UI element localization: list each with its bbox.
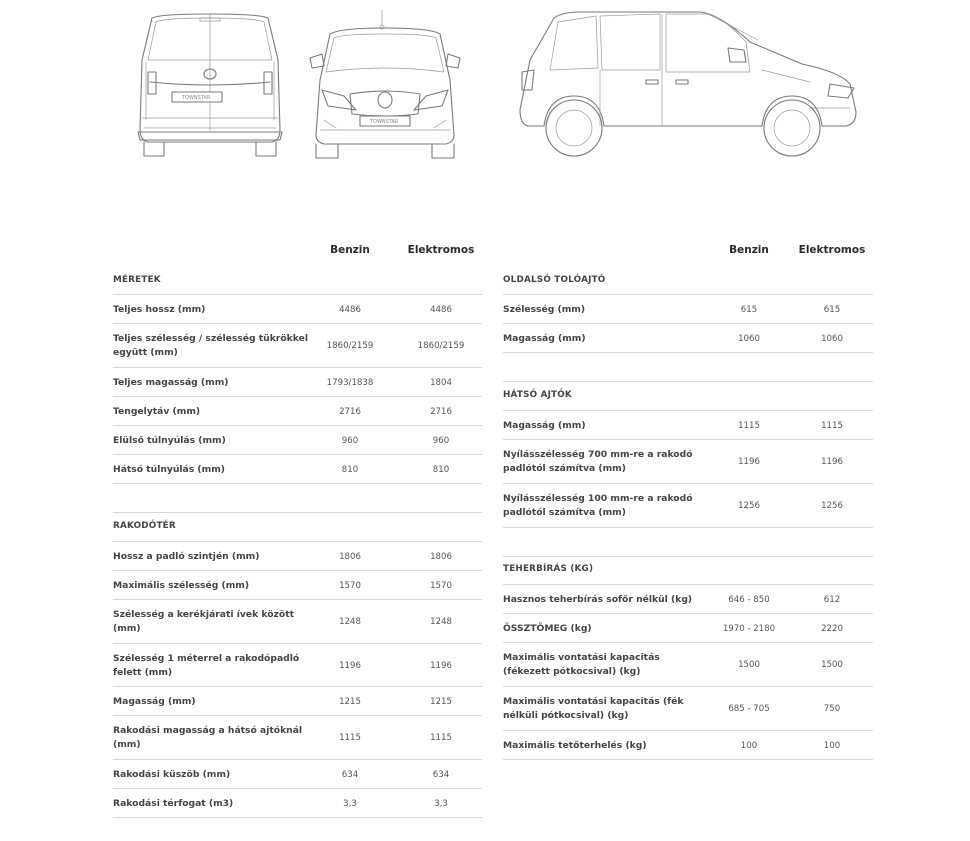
section-divider <box>113 512 482 513</box>
spec-row <box>113 541 482 571</box>
spec-row <box>503 410 873 440</box>
section-divider <box>503 352 873 353</box>
elektromos-value: 634 <box>432 769 450 780</box>
spec-row <box>503 323 873 353</box>
spec-label: Rakodási térfogat (m3) <box>113 797 234 809</box>
spec-label: Szélesség 1 méterrel a rakodópadló felett (mm) <box>113 652 300 678</box>
elektromos-value: 1196 <box>430 660 452 671</box>
section-title: TEHERBÍRÁS (KG) <box>503 564 594 574</box>
elektromos-value: 615 <box>823 304 841 315</box>
section-title: RAKODÓTÉR <box>113 521 176 531</box>
spec-row <box>113 599 482 644</box>
rear-plate-text: TOWNSTAR <box>182 95 211 101</box>
benzin-value: 1215 <box>339 696 361 707</box>
van-rear-view-icon <box>130 0 290 165</box>
benzin-value: 615 <box>740 304 758 315</box>
section-divider <box>113 817 482 818</box>
benzin-value: 1806 <box>339 551 361 562</box>
elektromos-value: 1248 <box>430 617 452 627</box>
spec-row <box>503 613 873 643</box>
benzin-value: 1570 <box>339 580 361 591</box>
elektromos-value: 2716 <box>430 406 452 417</box>
spec-label: Maximális tetőterhelés (kg) <box>503 739 647 751</box>
spec-label: Nyílásszélesség 700 mm-re a rakodó padlótól számítva (mm) <box>503 449 693 474</box>
spec-label: Szélesség (mm) <box>503 303 586 315</box>
spec-label: Teljes hossz (mm) <box>113 303 206 315</box>
spec-label: Hasznos teherbírás sofőr nélkül (kg) <box>503 593 693 605</box>
benzin-value: 1060 <box>738 333 760 344</box>
column-header-benzin: Benzin <box>330 244 370 256</box>
benzin-value: 1500 <box>738 660 760 670</box>
benzin-value: 810 <box>341 464 359 475</box>
spec-row <box>503 439 873 484</box>
spec-row <box>113 759 482 789</box>
section-divider <box>503 556 873 557</box>
spec-label: ÖSSZTÖMEG (kg) <box>503 622 592 634</box>
vehicle-drawings <box>0 0 970 180</box>
elektromos-value: 3,3 <box>434 798 448 809</box>
section-divider <box>503 527 873 528</box>
elektromos-value: 2220 <box>821 623 843 634</box>
spec-row <box>503 642 873 687</box>
spec-label: Rakodási küszöb (mm) <box>113 768 231 780</box>
benzin-value: 100 <box>740 740 758 751</box>
spec-row <box>503 584 873 614</box>
elektromos-value: 750 <box>823 704 841 714</box>
benzin-value: 960 <box>341 435 359 446</box>
elektromos-value: 1215 <box>430 696 452 707</box>
spec-label: Rakodási magasság a hátsó ajtóknál (mm) <box>113 725 303 750</box>
spec-label: Maximális szélesség (mm) <box>113 579 250 591</box>
section-divider <box>503 759 873 760</box>
spec-row <box>503 730 873 760</box>
section-title: OLDALSÓ TOLÓAJTÓ <box>503 275 606 285</box>
elektromos-value: 1196 <box>821 457 843 467</box>
benzin-value: 1115 <box>339 733 361 743</box>
elektromos-value: 1060 <box>821 333 843 344</box>
elektromos-value: 1256 <box>821 501 843 511</box>
spec-row <box>113 570 482 600</box>
column-header-benzin: Benzin <box>729 244 769 256</box>
benzin-value: 3,3 <box>343 798 357 809</box>
spec-row <box>113 454 482 484</box>
benzin-value: 646 - 850 <box>728 594 770 605</box>
spec-label: Tengelytáv (mm) <box>113 405 201 417</box>
elektromos-value: 1570 <box>430 580 452 591</box>
elektromos-value: 4486 <box>430 304 452 315</box>
spec-row <box>113 715 482 760</box>
benzin-value: 1196 <box>738 457 760 467</box>
spec-label: Elülső túlnyúlás (mm) <box>113 434 226 446</box>
spec-label: Szélesség a kerékjárati ívek között (mm) <box>113 609 294 634</box>
benzin-value: 1248 <box>339 617 361 627</box>
spec-row <box>503 294 873 324</box>
spec-row <box>503 686 873 731</box>
section-title: HÁTSÓ AJTÓK <box>503 390 572 400</box>
spec-row <box>113 323 482 368</box>
elektromos-value: 960 <box>432 435 450 446</box>
section-divider <box>503 381 873 382</box>
spec-row <box>113 367 482 397</box>
elektromos-value: 1500 <box>821 660 843 670</box>
spec-label: Nyílásszélesség 100 mm-re a rakodó padlótól számítva (mm) <box>503 493 693 518</box>
elektromos-value: 1115 <box>430 733 452 743</box>
elektromos-value: 612 <box>823 594 841 605</box>
column-header-elektromos: Elektromos <box>798 244 866 256</box>
spec-label: Hátsó túlnyúlás (mm) <box>113 463 225 475</box>
spec-row <box>113 396 482 426</box>
front-plate-text: TOWNSTAR <box>370 119 399 125</box>
elektromos-value: 1804 <box>430 377 452 388</box>
spec-row <box>503 483 873 528</box>
spec-label: Hossz a padló szintjén (mm) <box>113 550 260 562</box>
benzin-value: 1115 <box>738 420 760 431</box>
benzin-value: 1860/2159 <box>326 341 374 351</box>
benzin-value: 685 - 705 <box>728 704 770 714</box>
section-title: MÉRETEK <box>113 275 161 285</box>
spec-label: Maximális vontatási kapacitás (fékezett pótkocsival) (kg) <box>503 652 660 677</box>
spec-row <box>113 788 482 818</box>
spec-row <box>113 294 482 324</box>
elektromos-value: 100 <box>823 740 841 751</box>
spec-row <box>113 686 482 716</box>
elektromos-value: 810 <box>432 464 450 475</box>
elektromos-value: 1860/2159 <box>417 341 465 351</box>
spec-label: Teljes szélesség / szélesség tükrökkel együtt (mm) <box>113 333 309 358</box>
spec-label: Magasság (mm) <box>503 419 586 431</box>
benzin-value: 1970 - 2180 <box>722 623 776 634</box>
elektromos-value: 1115 <box>821 420 843 431</box>
section-divider <box>113 483 482 484</box>
benzin-value: 634 <box>341 769 359 780</box>
column-header-elektromos: Elektromos <box>407 244 475 256</box>
benzin-value: 1196 <box>339 660 361 671</box>
spec-label: Maximális vontatási kapacitás (fék nélküli pótkocsival) (kg) <box>503 696 684 721</box>
benzin-value: 1793/1838 <box>326 377 374 388</box>
van-front-view-icon <box>300 0 470 165</box>
van-side-view-icon <box>510 0 870 175</box>
spec-row <box>113 643 482 687</box>
spec-label: Magasság (mm) <box>503 332 586 344</box>
spec-row <box>113 425 482 455</box>
benzin-value: 1256 <box>738 501 760 511</box>
spec-label: Teljes magasság (mm) <box>113 376 229 388</box>
spec-label: Magasság (mm) <box>113 695 196 707</box>
benzin-value: 2716 <box>339 406 361 417</box>
benzin-value: 4486 <box>339 304 361 315</box>
elektromos-value: 1806 <box>430 551 452 562</box>
